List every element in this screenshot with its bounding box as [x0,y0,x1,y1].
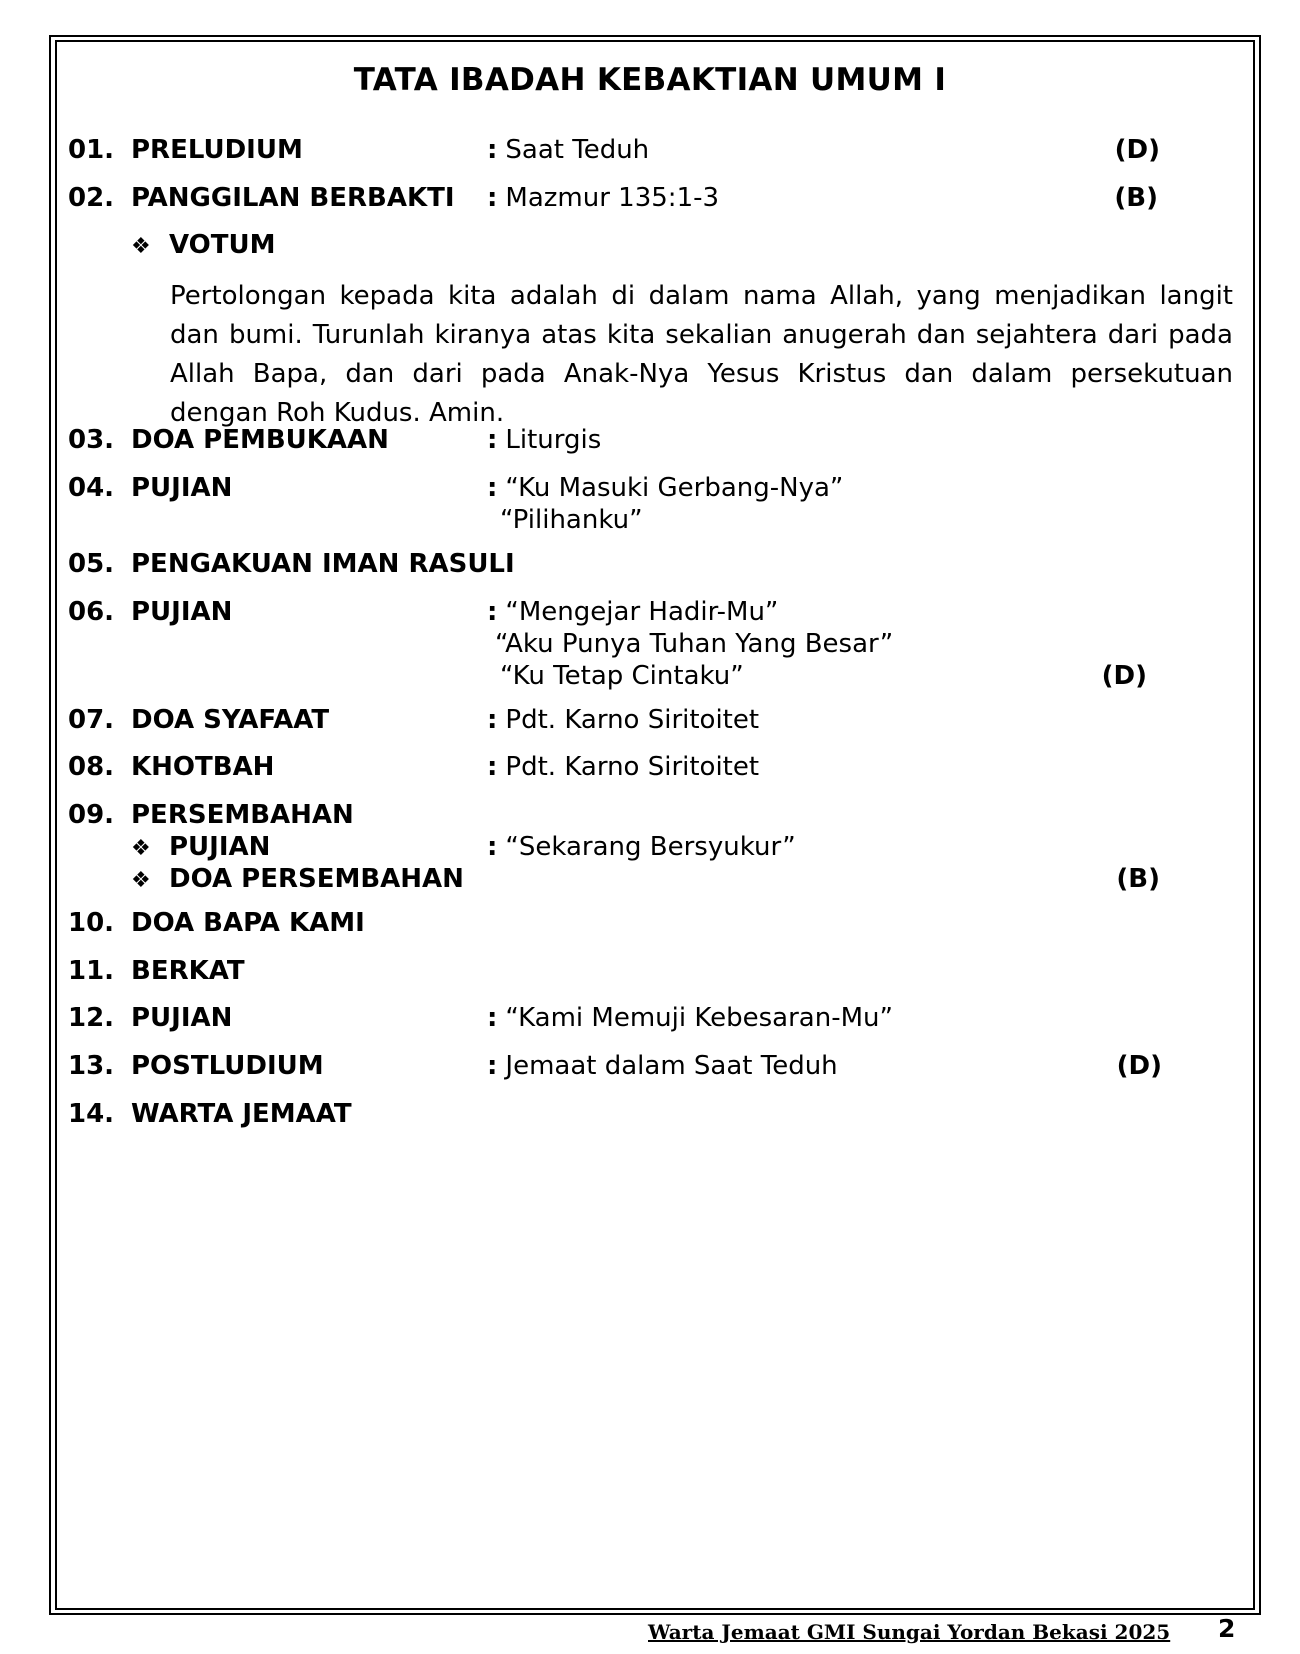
item-panggilan-berbakti [0,180,1300,216]
item-doa-bapa-kami [0,905,1300,941]
item-khotbah [0,749,1300,785]
item-value-line: “Aku Punya Tuhan Yang Besar” [495,629,894,659]
persembahan-sub-doa [0,861,1300,897]
item-number: 14. [68,1099,115,1129]
item-label: BERKAT [131,956,245,986]
item-warta-jemaat [0,1096,1300,1132]
item-label: KHOTBAH [131,752,275,782]
item-persembahan [0,797,1300,833]
item-pujian-3 [0,1000,1300,1036]
item-mark: (D) [1114,135,1160,165]
item-number: 04. [68,473,115,503]
page-title: TATA IBADAH KEBAKTIAN UMUM I [353,62,947,98]
item-label: PUJIAN [131,1003,233,1033]
item-value: : “Kami Memuji Kebesaran-Mu” [487,1003,893,1033]
item-berkat [0,953,1300,989]
item-label: PUJIAN [131,473,233,503]
item-mark: (D) [1116,1051,1162,1081]
item-label: PUJIAN [131,597,233,627]
item-label: PERSEMBAHAN [131,800,354,830]
item-value: : Liturgis [487,425,602,455]
item-label: PRELUDIUM [131,135,303,165]
item-value: : Saat Teduh [487,135,650,165]
item-number: 12. [68,1003,115,1033]
item-number: 13. [68,1051,115,1081]
footer-text: Warta Jemaat GMI Sungai Yordan Bekasi 2025 [648,1620,1171,1644]
item-pujian-1 [0,470,1300,506]
item-number: 06. [68,597,115,627]
item-number: 11. [68,956,115,986]
item-doa-pembukaan [0,422,1300,458]
votum-heading [0,227,1300,263]
item-number: 03. [68,425,115,455]
item-value: : Pdt. Karno Siritoitet [487,705,760,735]
item-number: 09. [68,800,115,830]
item-number: 02. [68,183,115,213]
item-postludium [0,1048,1300,1084]
sub-label: DOA PERSEMBAHAN [169,864,464,894]
item-mark: (D) [1101,661,1147,691]
item-mark: (B) [1116,864,1160,894]
item-number: 01. [68,135,115,165]
item-number: 10. [68,908,115,938]
item-label: PENGAKUAN IMAN RASULI [131,549,515,579]
item-value: : Jemaat dalam Saat Teduh [487,1051,838,1081]
item-number: 08. [68,752,115,782]
item-value: : “Sekarang Bersyukur” [487,832,796,862]
item-label: WARTA JEMAAT [131,1099,352,1129]
item-value: : “Ku Masuki Gerbang-Nya” [487,473,844,503]
item-pengakuan-iman [0,546,1300,582]
item-value-line: “Pilihanku” [500,505,643,535]
item-preludium [0,132,1300,168]
page-number: 2 [1218,1614,1236,1643]
item-number: 05. [68,549,115,579]
diamond-bullet-icon: ❖ [131,836,151,861]
item-label: POSTLUDIUM [131,1051,324,1081]
votum-label: VOTUM [169,230,276,260]
item-number: 07. [68,705,115,735]
item-value: : “Mengejar Hadir-Mu” [487,597,779,627]
item-value-line: “Ku Tetap Cintaku” [500,661,744,691]
diamond-bullet-icon: ❖ [131,234,151,259]
item-value: : Mazmur 135:1-3 [487,183,720,213]
item-label: DOA SYAFAAT [131,705,330,735]
sub-label: PUJIAN [169,832,271,862]
item-label: DOA PEMBUKAAN [131,425,389,455]
item-doa-syafaat [0,702,1300,738]
votum-text: Pertolongan kepada kita adalah di dalam nama Allah, yang menjadikan langit dan bumi. Turunlah kiranya atas kita sekalian anugerah dan sejahtera dari pada Allah Bapa, dan dari pada Anak-Nya Yesus Kristus dan dalam persekutuan dengan Roh Kudus. Amin. [170,281,1233,428]
persembahan-sub-pujian [0,829,1300,865]
item-value: : Pdt. Karno Siritoitet [487,752,760,782]
item-label: DOA BAPA KAMI [131,908,365,938]
diamond-bullet-icon: ❖ [131,868,151,893]
item-pujian-2 [0,594,1300,630]
item-mark: (B) [1114,183,1158,213]
item-label: PANGGILAN BERBAKTI [131,183,455,213]
